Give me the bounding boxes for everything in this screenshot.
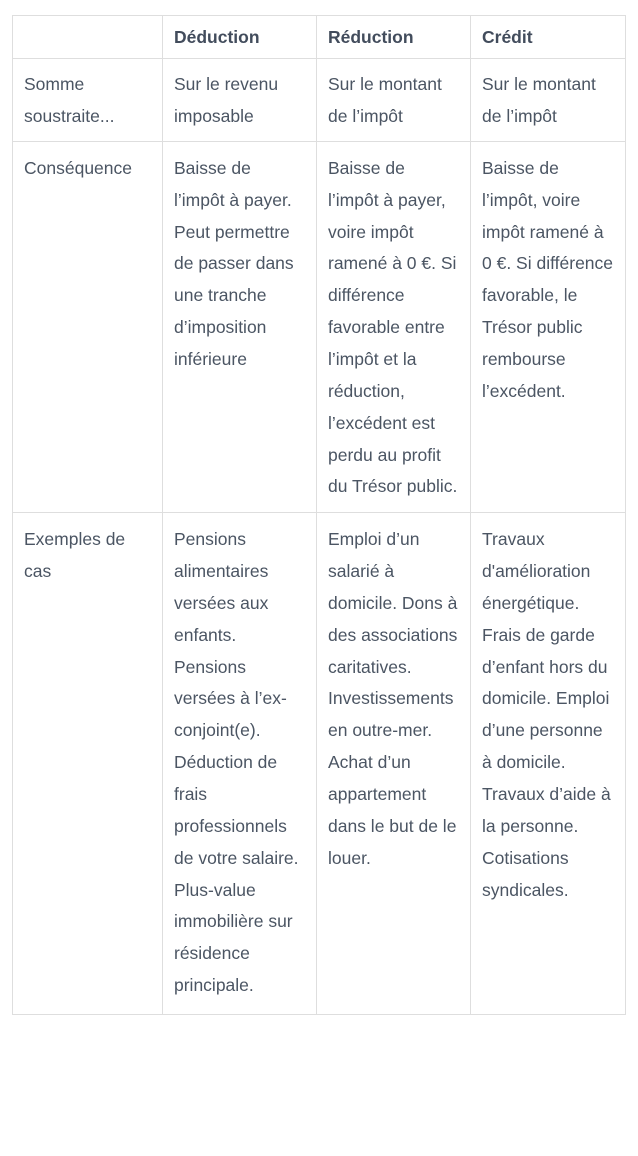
cell-exemples-credit: Travaux d'amélioration énergétique. Frais de garde d’enfant hors du domicile. Emploi d’une personne à domicile. Travaux d’aide à la personne. Cotisations syndicales.	[471, 513, 626, 1015]
cell-consequence-reduction: Baisse de l’impôt à payer, voire impôt ramené à 0 €. Si différence favorable entre l’impôt et la réduction, l’excédent est perdu au profit du Trésor public.	[317, 141, 471, 512]
cell-somme-credit: Sur le montant de l’impôt	[471, 59, 626, 142]
cell-consequence-deduction: Baisse de l’impôt à payer. Peut permettre de passer dans une tranche d’imposition inférieure	[163, 141, 317, 512]
header-cell-corner	[13, 16, 163, 59]
cell-consequence-credit: Baisse de l’impôt, voire impôt ramené à 0 €. Si différence favorable, le Trésor public rembourse l’excédent.	[471, 141, 626, 512]
table-body	[13, 59, 626, 1015]
header-cell-reduction: Réduction	[317, 16, 471, 59]
row-header-somme-soustraite: Somme soustraite...	[13, 59, 163, 142]
comparison-table	[12, 15, 626, 1015]
row-header-consequence: Conséquence	[13, 141, 163, 512]
cell-exemples-deduction: Pensions alimentaires versées aux enfants. Pensions versées à l’ex-conjoint(e). Déduction de frais professionnels de votre salaire. Plus-value immobilière sur résidence principale.	[163, 513, 317, 1015]
header-cell-credit: Crédit	[471, 16, 626, 59]
cell-exemples-reduction: Emploi d’un salarié à domicile. Dons à des associations caritatives. Investissements en outre-mer. Achat d’un appartement dans le but de le louer.	[317, 513, 471, 1015]
cell-somme-reduction: Sur le montant de l’impôt	[317, 59, 471, 142]
cell-somme-deduction: Sur le revenu imposable	[163, 59, 317, 142]
row-consequence	[13, 141, 626, 512]
row-header-exemples: Exemples de cas	[13, 513, 163, 1015]
row-exemples	[13, 513, 626, 1015]
header-cell-deduction: Déduction	[163, 16, 317, 59]
table-header	[13, 16, 626, 59]
row-somme-soustraite	[13, 59, 626, 142]
header-row	[13, 16, 626, 59]
